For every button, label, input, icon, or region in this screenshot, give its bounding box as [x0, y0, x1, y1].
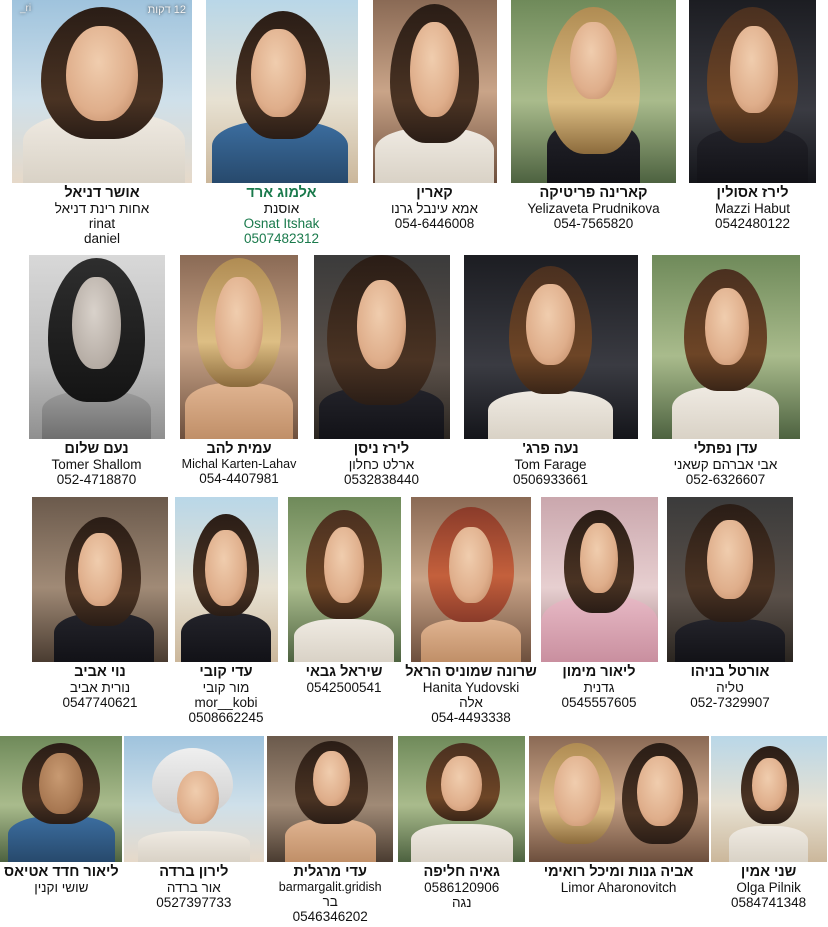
person-card[interactable]	[6, 0, 199, 247]
person-name-he: שרונה שמוניס הראל	[405, 664, 537, 681]
person-phone[interactable]: 0532838440	[343, 471, 420, 487]
person-name-he: אלמוג ארד	[246, 185, 317, 201]
person-relation: אלה	[459, 695, 483, 711]
photo-art	[398, 736, 525, 862]
person-phone[interactable]: 0546346202	[292, 908, 368, 924]
person-card[interactable]	[683, 0, 823, 231]
person-caption	[422, 862, 501, 910]
photo-art	[288, 497, 401, 662]
person-caption	[343, 439, 420, 487]
person-phone[interactable]: 052-6326607	[685, 471, 766, 487]
person-contact-name: Olga Pilnik	[736, 879, 801, 895]
person-caption	[278, 862, 383, 924]
person-photo[interactable]	[411, 497, 531, 662]
person-card[interactable]	[709, 736, 828, 910]
photo-art	[529, 736, 709, 862]
person-relation: אחות רינת דניאל	[54, 201, 150, 217]
person-name-he: נעה פרג'	[522, 440, 579, 457]
person-phone[interactable]: 0527397733	[156, 894, 232, 910]
person-relation: בר	[322, 893, 338, 909]
person-card[interactable]	[199, 0, 365, 247]
person-name-he: אביה גנות ומיכל רואימי	[543, 863, 694, 880]
person-handle: mor__kobi	[194, 695, 258, 711]
person-photo[interactable]	[12, 0, 192, 183]
photo-art	[652, 255, 800, 439]
person-photo[interactable]	[314, 255, 450, 439]
person-caption	[54, 183, 151, 247]
person-relation: נורית אביב	[69, 680, 131, 696]
person-name-he: לירון ברדה	[159, 863, 229, 880]
person-card[interactable]	[528, 736, 709, 895]
person-phone[interactable]: 052-4718870	[56, 471, 137, 487]
person-contact-name: rinat	[88, 216, 116, 232]
person-caption	[730, 862, 807, 910]
person-relation: טליה	[716, 680, 744, 696]
person-caption	[155, 862, 232, 910]
person-phone[interactable]: 0547740621	[62, 695, 138, 711]
collage-row	[0, 255, 828, 487]
person-caption	[61, 662, 138, 710]
person-contact-name-2: daniel	[83, 231, 120, 247]
person-contact-name: Mazzi Habut	[714, 201, 791, 217]
photo-handle-badge: _ri	[20, 3, 32, 14]
person-relation: אוסנת	[263, 201, 300, 217]
person-card[interactable]	[123, 736, 265, 910]
person-contact-name: Michal Karten-Lahav	[181, 456, 297, 471]
person-caption	[243, 183, 321, 247]
person-photo[interactable]	[206, 0, 358, 183]
person-relation: נגה	[451, 894, 472, 910]
person-card[interactable]	[457, 255, 645, 487]
person-name-he: נעם שלום	[64, 440, 129, 457]
person-card[interactable]	[22, 255, 172, 487]
person-phone[interactable]: 0542500541	[306, 680, 382, 696]
person-name-he: שני אמין	[740, 863, 797, 880]
person-name-he: גאיה חליפה	[423, 863, 500, 880]
person-contact-name: Hanita Yudovski	[422, 680, 520, 696]
person-photo[interactable]	[689, 0, 816, 183]
person-photo[interactable]	[32, 497, 168, 662]
person-card[interactable]	[265, 736, 396, 924]
person-relation: ארלט כחלון	[348, 456, 415, 472]
person-card[interactable]	[395, 736, 527, 910]
photo-art	[124, 736, 264, 862]
person-phone[interactable]: 0542480122	[714, 216, 791, 232]
person-caption	[673, 439, 779, 487]
person-card[interactable]	[307, 255, 457, 487]
photo-art	[541, 497, 658, 662]
person-photo[interactable]	[29, 255, 165, 439]
person-name-he: לירז ניסן	[353, 440, 410, 457]
photo-art	[411, 497, 531, 662]
photo-art	[511, 0, 676, 183]
photo-art	[206, 0, 358, 183]
person-caption	[3, 862, 120, 895]
person-caption	[404, 662, 538, 726]
person-caption	[50, 439, 142, 487]
person-card[interactable]	[662, 497, 798, 710]
person-contact-name: Tomer Shallom	[51, 456, 142, 472]
person-card[interactable]	[170, 497, 282, 726]
person-card[interactable]	[505, 0, 683, 231]
person-card[interactable]	[365, 0, 505, 231]
person-caption	[305, 662, 384, 695]
person-caption	[714, 183, 791, 231]
person-name-he: עדי קובי	[199, 664, 253, 681]
person-caption	[181, 439, 298, 486]
photo-art	[689, 0, 816, 183]
person-phone[interactable]: 0507482312	[243, 231, 320, 247]
person-name-he: ליאור חדד אטיאס	[4, 863, 119, 880]
person-phone[interactable]: 054-4493338	[431, 710, 511, 726]
photo-art	[0, 736, 122, 862]
person-card[interactable]	[30, 497, 170, 710]
person-caption	[543, 862, 695, 895]
person-photo[interactable]	[711, 736, 827, 862]
person-photo[interactable]	[373, 0, 497, 183]
person-name-he: נוי אביב	[74, 664, 126, 681]
photo-art	[314, 255, 450, 439]
person-name-he: לירז אסולין	[716, 185, 789, 201]
person-photo[interactable]	[529, 736, 709, 862]
person-contact-name: Limor Aharonovitch	[560, 879, 677, 895]
person-photo[interactable]	[180, 255, 298, 439]
person-card[interactable]	[172, 255, 307, 486]
person-photo[interactable]	[288, 497, 401, 662]
person-caption	[560, 662, 637, 710]
person-name-he: שיראל גבאי	[305, 664, 383, 681]
person-phone[interactable]: 052-7329907	[690, 695, 770, 711]
person-caption	[689, 662, 771, 710]
person-contact-name: Osnat Itshak	[243, 216, 320, 232]
person-relation: שושי וקנין	[34, 879, 89, 895]
person-phone[interactable]: 054-6446008	[394, 216, 475, 232]
person-photo[interactable]	[175, 497, 278, 662]
person-relation: אור ברדה	[166, 879, 221, 895]
person-name-he: עדי מרגלית	[293, 863, 367, 880]
person-caption	[187, 662, 264, 726]
person-caption	[526, 183, 660, 231]
person-photo[interactable]	[652, 255, 800, 439]
photo-art	[180, 255, 298, 439]
person-caption	[512, 439, 589, 487]
person-card[interactable]	[406, 497, 536, 726]
person-name-he: קארינה פריטיקה	[539, 185, 648, 201]
photo-art	[175, 497, 278, 662]
person-contact-name: Tom Farage	[514, 456, 587, 472]
person-relation: אבי אברהם קשאני	[673, 456, 778, 472]
person-card[interactable]	[536, 497, 662, 710]
photo-art	[373, 0, 497, 183]
person-card[interactable]	[282, 497, 406, 695]
photo-art	[464, 255, 638, 439]
person-photo[interactable]	[541, 497, 658, 662]
person-photo[interactable]	[124, 736, 264, 862]
person-name-he: עמית להב	[206, 440, 272, 457]
collage-row	[0, 736, 828, 924]
person-photo[interactable]	[0, 736, 122, 862]
photo-art	[711, 736, 827, 862]
person-phone[interactable]: 054-4407981	[199, 470, 279, 486]
person-phone[interactable]: 054-7565820	[553, 216, 634, 232]
photo-art	[29, 255, 165, 439]
person-name-he: ליאור מימון	[562, 664, 636, 681]
photo-art	[32, 497, 168, 662]
person-phone[interactable]: 0584741348	[731, 894, 807, 910]
person-photo[interactable]	[464, 255, 638, 439]
person-photo[interactable]	[667, 497, 793, 662]
person-handle: barmargalit.gridish	[278, 879, 382, 894]
photo-art	[12, 0, 192, 183]
person-name-he: קארין	[416, 185, 453, 201]
person-phone[interactable]: 0508662245	[188, 710, 264, 726]
person-phone[interactable]: 0586120906	[424, 879, 500, 895]
person-relation: אמא עינבל גרנו	[391, 201, 478, 217]
person-relation: מור קובי	[202, 680, 250, 696]
person-card[interactable]	[0, 736, 123, 895]
person-card[interactable]	[645, 255, 807, 487]
photo-art	[267, 736, 393, 862]
photo-timestamp-badge: 12 דקות	[147, 4, 186, 16]
person-photo[interactable]	[398, 736, 525, 862]
person-name-he: אושר דניאל	[64, 185, 140, 201]
person-relation: גדנית	[583, 680, 615, 696]
person-photo[interactable]	[267, 736, 393, 862]
person-phone[interactable]: 0545557605	[561, 695, 637, 711]
person-photo[interactable]	[511, 0, 676, 183]
person-name-he: אורטל בניהו	[690, 664, 770, 681]
person-contact-name: Yelizaveta Prudnikova	[527, 201, 660, 217]
person-caption	[390, 183, 479, 231]
person-phone[interactable]: 0506933661	[512, 471, 589, 487]
person-name-he: עדן נפתלי	[693, 440, 758, 457]
photo-art	[667, 497, 793, 662]
collage-row	[0, 0, 828, 247]
collage-row	[0, 497, 828, 726]
